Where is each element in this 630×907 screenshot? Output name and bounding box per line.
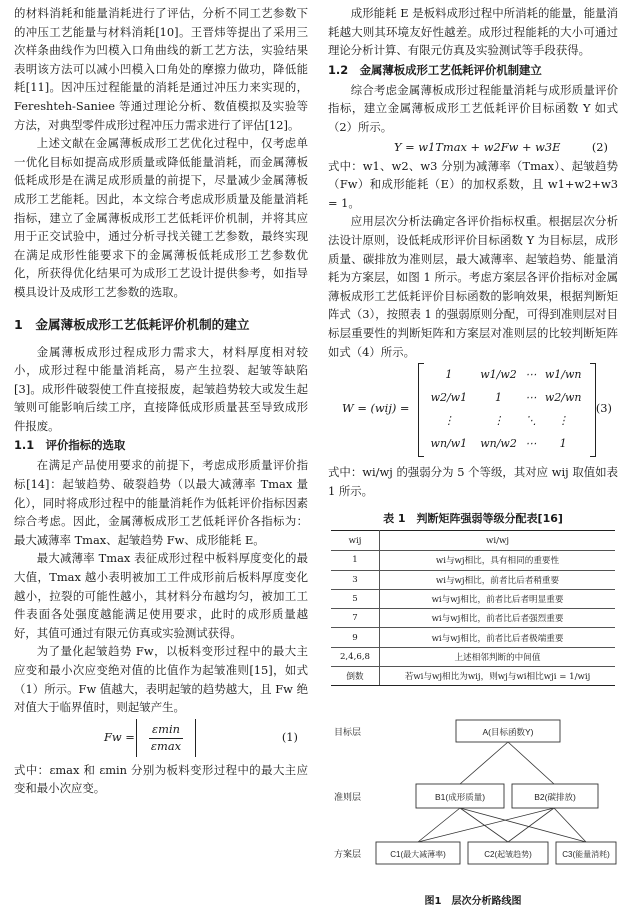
node-label: C2(起皱趋势) bbox=[484, 850, 532, 860]
connector-line bbox=[460, 808, 586, 842]
table-row bbox=[331, 667, 615, 686]
matrix-cell: ⋮ bbox=[443, 414, 455, 428]
equation-lhs: W = (wij) = bbox=[342, 401, 410, 416]
equation-number: (2) bbox=[591, 139, 608, 154]
table-cell: 若wi与wj相比为wij，则wj与wi相比wji = 1/wij bbox=[380, 667, 616, 686]
abs-fraction bbox=[136, 719, 196, 757]
right-column bbox=[328, 4, 618, 907]
matrix-cell: w1/wn bbox=[544, 368, 582, 382]
table-row bbox=[331, 589, 615, 608]
equation-lhs: Fw = bbox=[104, 729, 135, 744]
table-cell: 上述相邻判断的中间值 bbox=[380, 647, 616, 666]
node-label: B2(碳排放) bbox=[534, 792, 576, 803]
equation-number: (3) bbox=[595, 401, 612, 416]
figure-caption: 图1 层次分析路线图 bbox=[424, 896, 522, 907]
layer-label: 方案层 bbox=[334, 849, 362, 860]
node-label: A(目标函数Y) bbox=[482, 727, 534, 738]
matrix-cell: 1 bbox=[559, 437, 567, 451]
table-cell: 倒数 bbox=[331, 667, 380, 686]
subsection-heading: 1.2 金属薄板成形工艺低耗评价机制建立 bbox=[328, 62, 542, 77]
connector-line bbox=[460, 808, 508, 842]
paragraph: 最大减薄率 Tmax 表征成形过程中板料厚度变化的最大值，Tmax 越小表明被加工工件成形前后板料厚度变化越小，拉裂的可能性越小，其材料分布越均匀，被加工工件表面各处强度越能满足使用要求，此时的成形质量越好，其值可通过有限元仿真或实验测试获得。 bbox=[14, 551, 308, 640]
matrix-row bbox=[424, 409, 588, 432]
node-label: C3(能量消耗) bbox=[562, 850, 610, 860]
connector-line bbox=[460, 742, 508, 784]
table-row bbox=[331, 570, 615, 589]
matrix-cell: 1 bbox=[495, 391, 503, 405]
subsection-heading: 1.1 评价指标的选取 bbox=[14, 438, 126, 453]
table-header-cell: wi/wj bbox=[380, 531, 616, 551]
equation-number: (1) bbox=[281, 729, 298, 744]
hierarchy-figure bbox=[328, 700, 618, 890]
matrix-row bbox=[424, 432, 588, 455]
hierarchy-diagram bbox=[328, 700, 618, 890]
matrix-row bbox=[424, 363, 588, 386]
equation-body: Y = w1Tmax + w2Fw + w3E bbox=[394, 139, 561, 154]
matrix-cell: w2/wn bbox=[544, 391, 582, 405]
table-cell: wi与wj相比，前者比后者强烈重要 bbox=[380, 609, 616, 628]
equation-2 bbox=[328, 137, 618, 157]
matrix-cell: wn/w1 bbox=[430, 437, 468, 451]
table-row bbox=[331, 609, 615, 628]
paragraph: 式中：w1、w2、w3 分别为减薄率（Tmax）、起皱趋势（Fw）和成形能耗（E）的加权系数，且 w1+w2+w3 = 1。 bbox=[328, 158, 618, 210]
table-cell: 3 bbox=[331, 570, 380, 589]
table-cell: 1 bbox=[331, 551, 380, 570]
connector-line bbox=[554, 808, 586, 842]
matrix-cell: w1/w2 bbox=[480, 368, 517, 382]
matrix-cell: ⋯ bbox=[525, 368, 537, 382]
table-cell: 9 bbox=[331, 628, 380, 647]
matrix-row bbox=[424, 386, 588, 409]
table-cell: wi与wj相比，前者比后者极端重要 bbox=[380, 628, 616, 647]
section-heading: 1 金属薄板成形工艺低耗评价机制的建立 bbox=[14, 316, 250, 332]
paragraph: 上述文献在金属薄板成形工艺优化过程中，仅考虑单一优化目标如提高成形质量或降低能量消耗，而金属薄板低耗成形是在满足成形质量的前提下，尽量减少金属薄板成形工艺能耗。因此，本文综合考虑成形质量及能量消耗指标，建立了金属薄板成形工艺低耗评价机制，并将其应用于正交试验中，通过分析寻找关键工艺参数，最终实现在满足成形性能要求下的金属薄板低耗成形工艺参数优化，所获得优化结果可为成形工艺设计提供参考，如指导模具设计及成形工艺参数的选取。 bbox=[14, 136, 308, 299]
paragraph: 成形能耗 E 是板料成形过程中所消耗的能量，能量消耗越大则其环境友好性越差。成形过程能耗的大小可通过理论分析计算、有限元仿真及实验测试等手段获得。 bbox=[328, 6, 618, 58]
paragraph: 金属薄板成形过程成形力需求大，材料厚度相对较小，成形过程中能量消耗高，易产生拉裂、起皱等缺陷[3]。成形件破裂使工件直接报废，起皱趋势较大或发生起皱则可能影响后续工序，直接降低成形质量甚至导致成形件报废。 bbox=[14, 344, 308, 433]
left-column bbox=[14, 4, 308, 798]
table-cell: 7 bbox=[331, 609, 380, 628]
judgment-matrix bbox=[424, 363, 588, 455]
matrix-cell: ⋮ bbox=[493, 414, 505, 428]
table-header-row bbox=[331, 531, 615, 551]
table-caption: 表 1 判断矩阵强弱等级分配表[16] bbox=[383, 512, 563, 526]
paragraph: 式中：wi/wj 的强弱分为 5 个等级，其对应 wij 取值如表 1 所示。 bbox=[328, 465, 618, 498]
connector-line bbox=[508, 742, 554, 784]
table-row bbox=[331, 551, 615, 570]
numerator: εmin bbox=[152, 721, 180, 736]
table-row bbox=[331, 628, 615, 647]
equation-3 bbox=[328, 361, 618, 461]
matrix-cell: 1 bbox=[445, 368, 453, 382]
paragraph: 综合考虑金属薄板成形过程能量消耗与成形质量评价指标，建立金属薄板成形工艺低耗评价目标函数 Y 如式（2）所示。 bbox=[328, 82, 618, 134]
matrix-cell: ⋱ bbox=[525, 414, 537, 428]
denominator: εmax bbox=[150, 738, 182, 753]
table-cell: wi与wj相比，前者比后者稍重要 bbox=[380, 570, 616, 589]
layer-label: 准则层 bbox=[334, 792, 362, 803]
matrix-cell: ⋯ bbox=[525, 437, 537, 451]
paragraph: 在满足产品使用要求的前提下，考虑成形质量评价指标[14]：起皱趋势、破裂趋势（以最大减薄率 Tmax 量化），同时将成形过程中的能量消耗作为低耗评价指标因素综合考虑。因此，金属薄板成形工艺低耗评价各指标为：最大减薄率 Tmax、起皱趋势 Fw、成形能耗 E。 bbox=[14, 458, 308, 547]
equation-1 bbox=[14, 719, 308, 759]
table-cell: 5 bbox=[331, 589, 380, 608]
table-header-cell: wij bbox=[331, 531, 380, 551]
matrix-cell: ⋮ bbox=[557, 414, 569, 428]
matrix-cell: ⋯ bbox=[525, 391, 537, 405]
table-row bbox=[331, 647, 615, 666]
judgment-scale-table bbox=[331, 530, 615, 686]
table-cell: wi与wj相比，前者比后者明显重要 bbox=[380, 589, 616, 608]
matrix-cell: w2/w1 bbox=[430, 391, 468, 405]
paragraph: 应用层次分析法确定各评价指标权重。根据层次分析法设计原则，设低耗成形评价目标函数 Y 为目标层，成形质量、碳排放为准则层，最大减薄率、起皱趋势、能量消耗为方案层，如图 1 所示。考虑方案层各评价指标对金属薄板成形工艺低耗评价目标函数的影响效果，根据判断矩阵式（3），按照表 1 的强弱原则分配，可得到准则层对目标层重要性的判断矩阵和方案层对准则层的比较判断矩阵如式（4）所示。 bbox=[328, 214, 618, 359]
paragraph: 为了量化起皱趋势 Fw，以板料变形过程中的最大主应变和最小次应变绝对值的比值作为起皱准则[15]，如式（1）所示。Fw 值越大，表明起皱的趋势越大，且 Fw 绝对值大于临界值时，则起皱产生。 bbox=[14, 644, 308, 715]
node-label: B1(成形质量) bbox=[434, 792, 486, 803]
node-label: C1(最大减薄率) bbox=[390, 850, 446, 860]
paragraph: 的材料消耗和能量消耗进行了评估，分析不同工艺参数下的冲压工艺能量与材料消耗[10]。王晋炜等提出了采用三次样条曲线作为凹模入口角曲线的新工艺方法，实验结果表明该方法可以减小凹模入口角处的摩擦力做功，降低能耗[11]。因冲压过程能量的消耗是通过冲压力来实现的，Fereshteh-Saniee 等通过理论分析、数值模拟及实验等方法，对典型零件成形过程冲压力需求进行了评估[12]。 bbox=[14, 6, 308, 132]
connector-line bbox=[508, 808, 554, 842]
layer-label: 目标层 bbox=[334, 727, 362, 738]
matrix-cell: wn/w2 bbox=[480, 437, 517, 451]
table-cell: 2,4,6,8 bbox=[331, 647, 380, 666]
table-cell: wi与wj相比，具有相同的重要性 bbox=[380, 551, 616, 570]
paragraph: 式中：εmax 和 εmin 分别为板料变形过程中的最大主应变和最小次应变。 bbox=[14, 762, 308, 796]
